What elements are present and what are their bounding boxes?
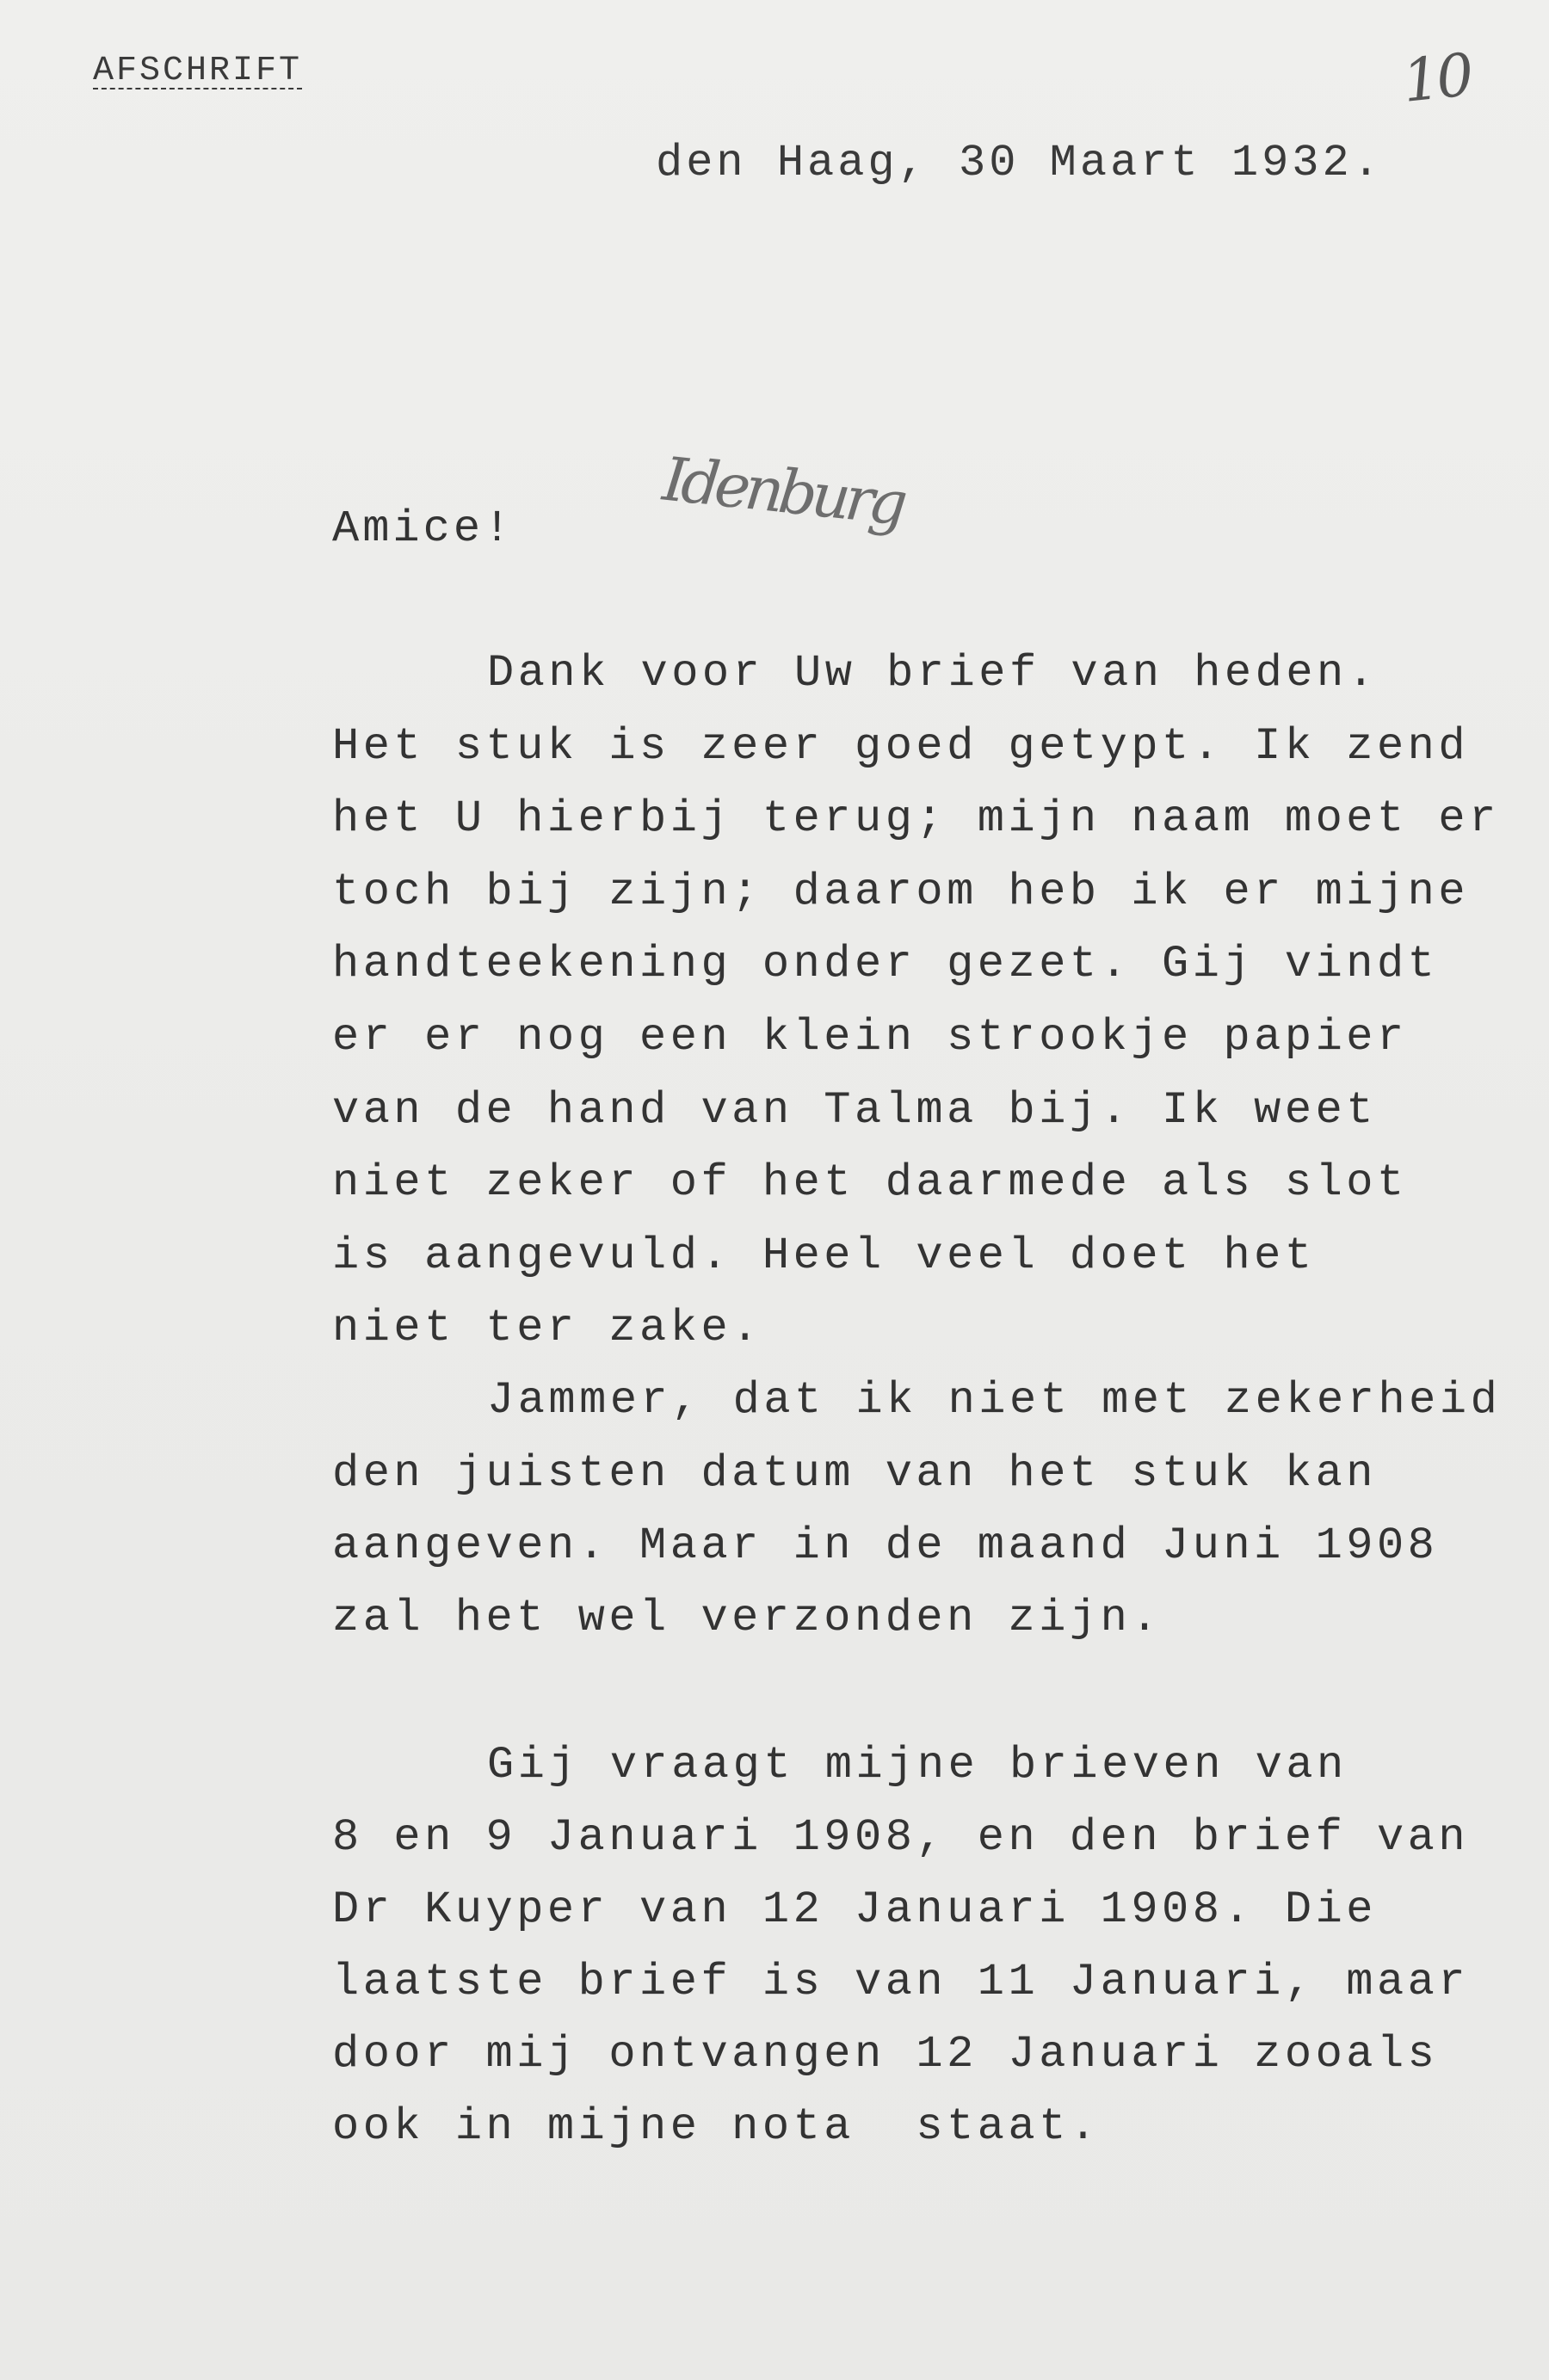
body-line: er er nog een klein strookje papier [332, 1012, 1408, 1063]
body-line: ook in mijne nota staat. [332, 2101, 1101, 2152]
body-line: Gij vraagt mijne brieven van [487, 1740, 1348, 1791]
body-line: laatste brief is van 11 Januari, maar [332, 1957, 1470, 2007]
body-line: zal het wel verzonden zijn. [332, 1593, 1163, 1643]
body-line: het U hierbij terug; mijn naam moet er [332, 793, 1500, 844]
body-line: 8 en 9 Januari 1908, en den brief van [332, 1812, 1470, 1863]
body-line: handteekening onder gezet. Gij vindt [332, 939, 1439, 990]
date-line: den Haag, 30 Maart 1932. [656, 138, 1383, 188]
body-line: Het stuk is zeer goed getypt. Ik zend [332, 721, 1470, 772]
body-line: Dank voor Uw brief van heden. [487, 648, 1379, 699]
salutation: Amice! [332, 503, 515, 554]
body-line: niet zeker of het daarmede als slot [332, 1157, 1408, 1208]
body-line: Dr Kuyper van 12 Januari 1908. Die [332, 1884, 1377, 1935]
handwritten-annotation: Idenburg [659, 443, 906, 540]
body-line: aangeven. Maar in de maand Juni 1908 [332, 1520, 1439, 1571]
copy-header-mark: AFSCHRIFT [93, 52, 303, 90]
body-line: toch bij zijn; daarom heb ik er mijne [332, 866, 1470, 917]
body-line: Jammer, dat ik niet met zekerheid [487, 1375, 1502, 1426]
handwritten-page-number: 10 [1399, 41, 1474, 116]
body-line: is aangevuld. Heel veel doet het [332, 1230, 1316, 1281]
body-line: van de hand van Talma bij. Ik weet [332, 1085, 1377, 1136]
body-line: niet ter zake. [332, 1303, 762, 1353]
body-line: door mij ontvangen 12 Januari zooals [332, 2029, 1439, 2080]
body-line: den juisten datum van het stuk kan [332, 1448, 1377, 1499]
